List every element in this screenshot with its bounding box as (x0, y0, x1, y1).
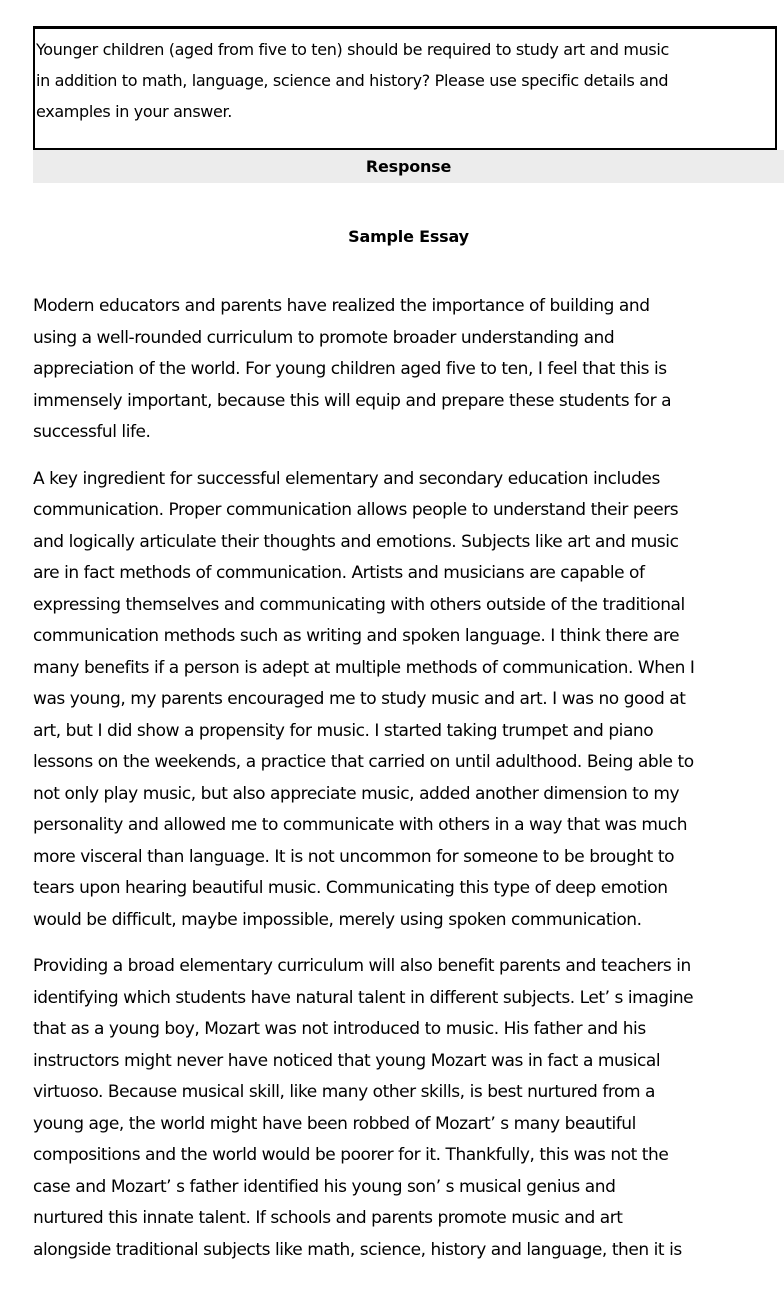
essay-line: appreciation of the world. For young children aged five to ten, I feel that this is (33, 359, 667, 379)
essay-line: communication methods such as writing and spoken language. I think there are (33, 626, 680, 646)
essay-line: expressing themselves and communicating with others outside of the traditional (33, 594, 685, 615)
essay-line: virtuoso. Because musical skill, like many other skills, is best nurtured from a (33, 1082, 656, 1102)
essay-line: personality and allowed me to communicate with others in a way that was much (33, 815, 688, 835)
prompt-line: Younger children (aged from five to ten) should be required to study art and music (36, 40, 669, 59)
essay-line: more visceral than language. It is not uncommon for someone to be brought to (33, 846, 675, 867)
essay-line: using a well-rounded curriculum to promote broader understanding and (33, 327, 615, 348)
essay-title: Sample Essay (348, 227, 469, 246)
essay-line: case and Mozart’ s father identified his young son’ s musical genius and (33, 1176, 616, 1197)
essay-paragraph-3 (33, 951, 784, 1266)
essay-line: identifying which students have natural talent in different subjects. Let’ s imagine (33, 987, 694, 1008)
essay-line: immensely important, because this will equip and prepare these students for a (33, 390, 672, 411)
essay-line: instructors might never have noticed that young Mozart was in fact a musical (33, 1050, 661, 1071)
essay-line: Modern educators and parents have realized the importance of building and (33, 296, 650, 316)
essay-line: successful life. (33, 422, 151, 442)
essay-prompt-box (33, 26, 777, 150)
essay-line: are in fact methods of communication. Artists and musicians are capable of (33, 563, 645, 583)
essay-line: tears upon hearing beautiful music. Communicating this type of deep emotion (33, 878, 668, 898)
essay-line: compositions and the world would be poorer for it. Thankfully, this was not the (33, 1145, 669, 1165)
essay-line: communication. Proper communication allows people to understand their peers (33, 500, 679, 520)
essay-line: lessons on the weekends, a practice that carried on until adulthood. Being able to (33, 752, 694, 772)
prompt-line: examples in your answer. (36, 102, 233, 121)
essay-body (33, 291, 784, 1281)
essay-line: nurtured this innate talent. If schools and parents promote music and art (33, 1208, 623, 1228)
essay-paragraph-1 (33, 291, 784, 449)
prompt-line: in addition to math, language, science and history? Please use specific details and (36, 71, 669, 90)
essay-line: not only play music, but also appreciate music, added another dimension to my (33, 783, 680, 804)
essay-line: would be difficult, maybe impossible, merely using spoken communication. (33, 909, 642, 930)
essay-line: and logically articulate their thoughts and emotions. Subjects like art and music (33, 531, 679, 552)
essay-paragraph-2 (33, 464, 784, 937)
essay-line: that as a young boy, Mozart was not introduced to music. His father and his (33, 1019, 646, 1039)
essay-line: A key ingredient for successful elementary and secondary education includes (33, 468, 660, 489)
essay-line: was young, my parents encouraged me to study music and art. I was no good at (33, 689, 686, 709)
essay-line: alongside traditional subjects like math, science, history and language, then it is (33, 1239, 682, 1260)
essay-line: young age, the world might have been robbed of Mozart’ s many beautiful (33, 1113, 636, 1134)
essay-line: art, but I did show a propensity for music. I started taking trumpet and piano (33, 720, 654, 741)
response-header: Response (33, 150, 784, 183)
essay-line: many benefits if a person is adept at multiple methods of communication. When I (33, 657, 695, 678)
essay-line: Providing a broad elementary curriculum will also benefit parents and teachers in (33, 956, 691, 976)
